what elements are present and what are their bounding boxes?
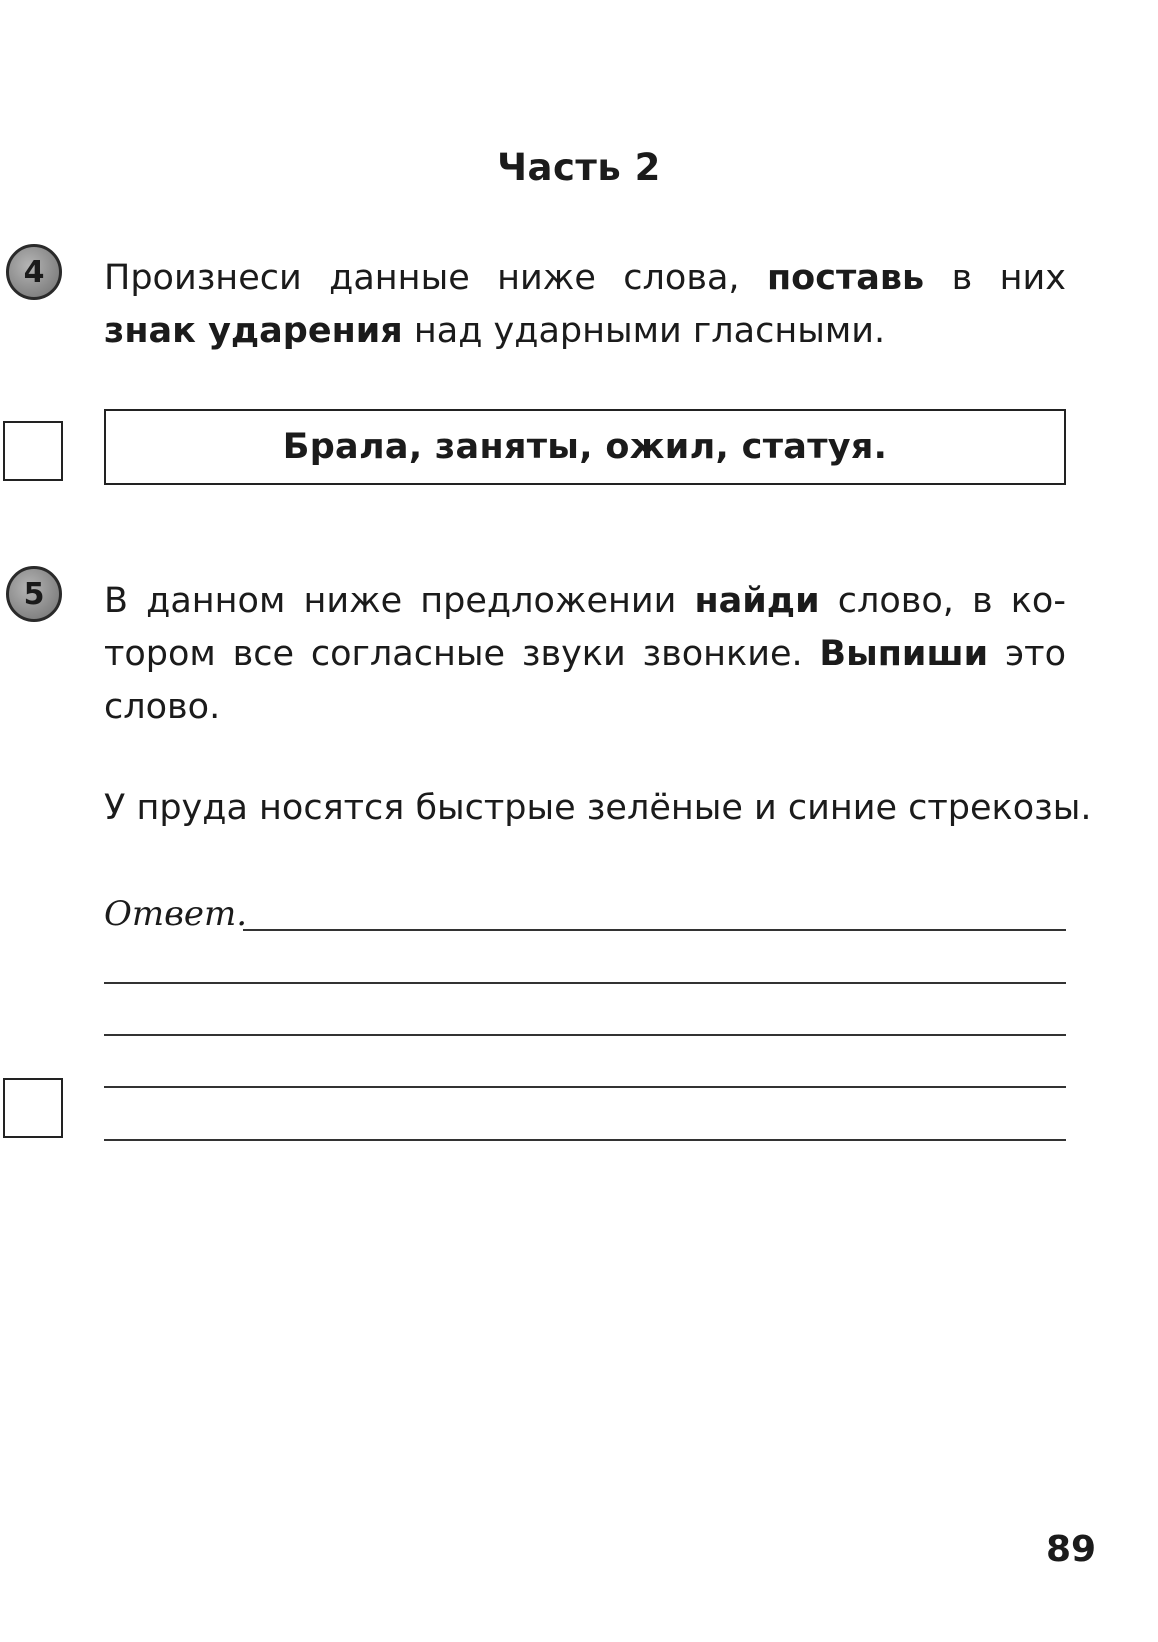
task5-sentence: У пруда носятся быстрые зелёные и синие стрекозы. — [104, 788, 1092, 828]
page-number: 89 — [1046, 1529, 1097, 1570]
task5-text-3: это слово. — [104, 634, 1066, 727]
task5-text-1: В данном ниже предложении — [104, 581, 695, 621]
answer-line-3[interactable] — [104, 1034, 1066, 1036]
task4-bold-2: знак ударения — [104, 311, 403, 351]
answer-label: Ответ. — [104, 894, 248, 934]
words-box — [104, 409, 1066, 485]
task4-text-2: в них — [924, 258, 1066, 298]
task5-bold-2: Выпиши — [819, 634, 989, 674]
task4-text-1: Произнеси данные ниже слова, — [104, 258, 767, 298]
task-number-badge-4: 4 — [6, 244, 62, 300]
answer-line-5[interactable] — [104, 1139, 1066, 1141]
score-box-task5[interactable] — [3, 1078, 63, 1138]
task5-bold-1: найди — [694, 581, 820, 621]
task-number-badge-5: 5 — [6, 566, 62, 622]
task4-instruction — [104, 252, 1066, 358]
task4-text-3: над ударными гласными. — [402, 311, 886, 351]
words-text: Брала, заняты, ожил, статуя. — [282, 427, 888, 467]
answer-line-1[interactable] — [243, 929, 1066, 931]
score-box-task4[interactable] — [3, 421, 63, 481]
task5-instruction — [104, 575, 1066, 734]
task4-bold-1: поставь — [766, 258, 925, 298]
answer-line-2[interactable] — [104, 982, 1066, 984]
task5-text-2: слово, в котором все согласные звуки звонкие. — [104, 581, 1066, 674]
part-title: Часть 2 — [497, 146, 661, 189]
answer-line-4[interactable] — [104, 1086, 1066, 1088]
